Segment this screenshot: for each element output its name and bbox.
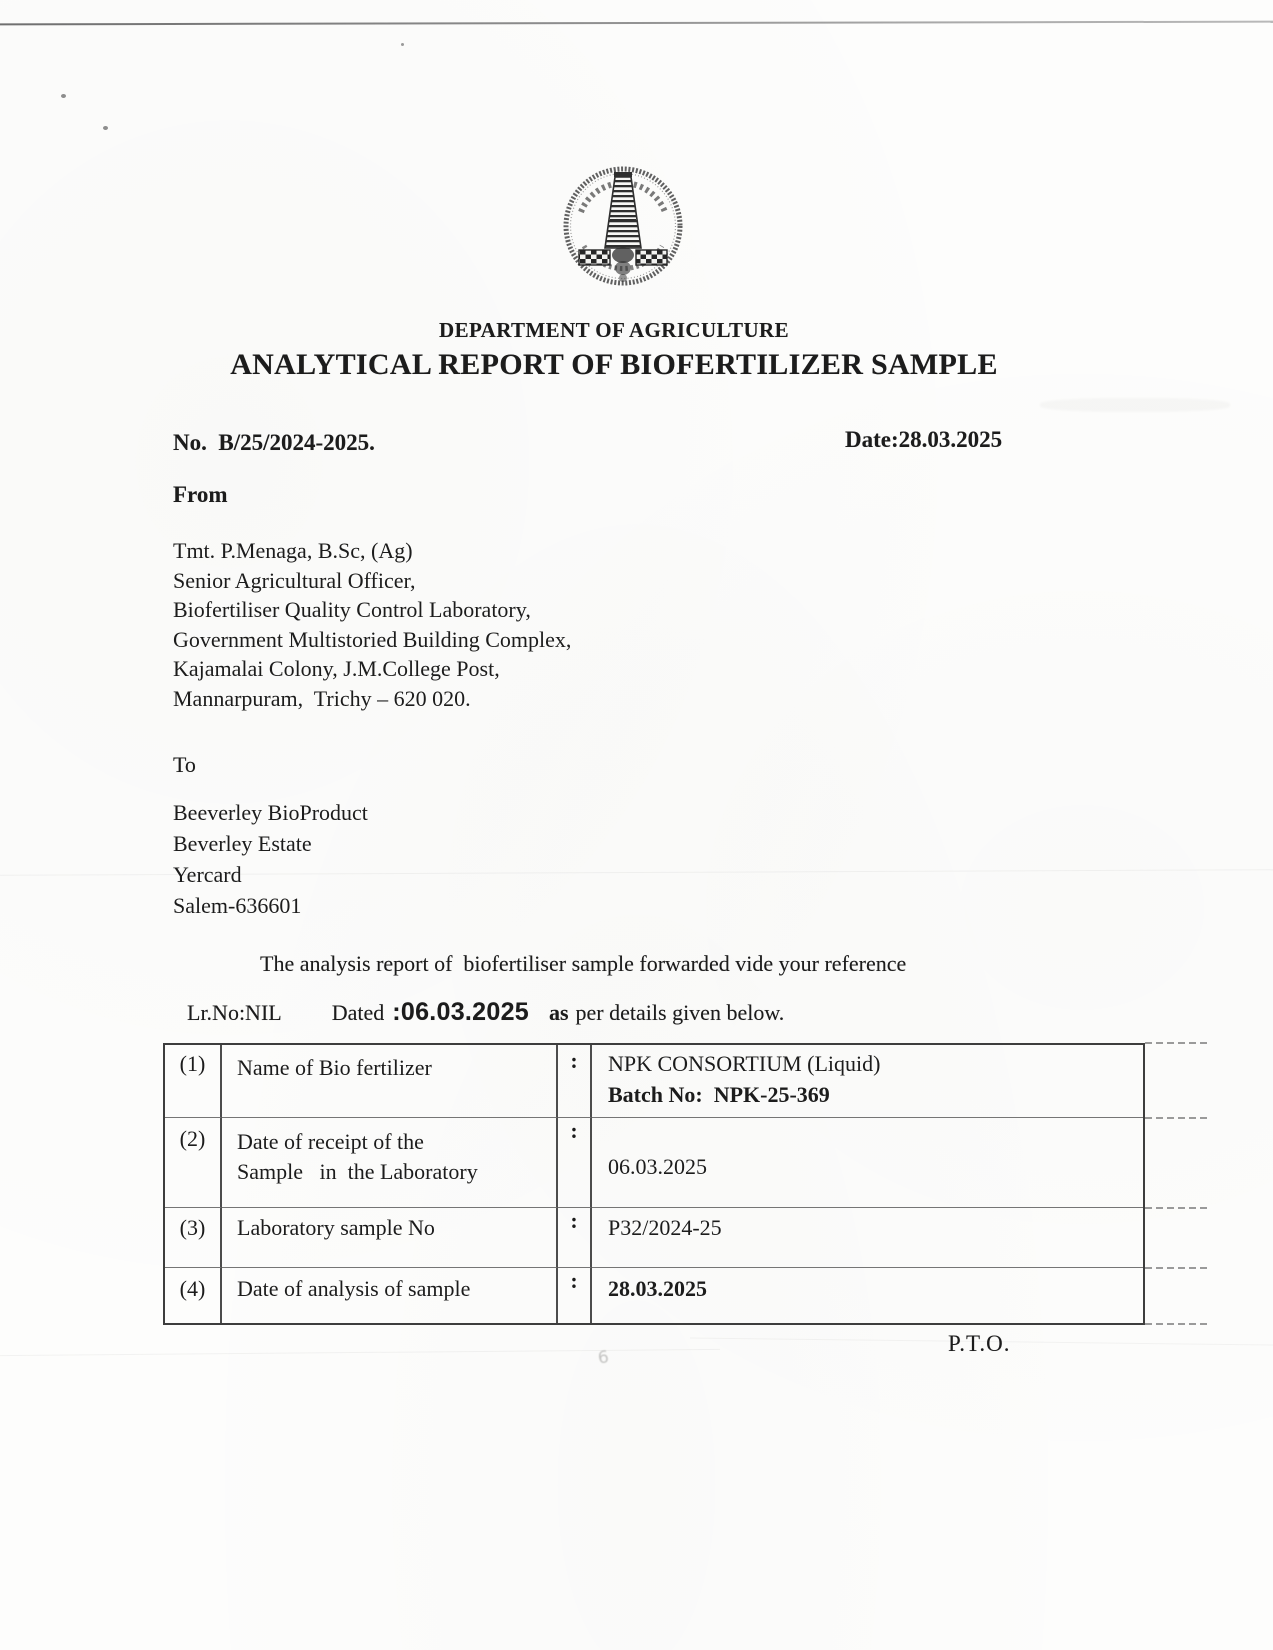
table-colon: : xyxy=(558,1045,592,1118)
label-line: Date of receipt of the xyxy=(237,1129,424,1154)
report-date: Date:28.03.2025 xyxy=(845,427,1003,452)
to-address-line: Yercard xyxy=(173,862,242,887)
dated-value: :06.03.2025 xyxy=(392,998,529,1026)
from-label: From xyxy=(173,482,228,507)
reference-line xyxy=(187,998,784,1027)
lr-no: Lr.No:NIL xyxy=(187,1000,282,1025)
reference-number: No. B/25/2024-2025. xyxy=(173,430,375,455)
from-address-block xyxy=(173,536,571,713)
table-row-value xyxy=(592,1045,1143,1110)
scan-smudge: 6 xyxy=(596,1347,611,1369)
scan-dot xyxy=(401,43,404,46)
as-word: as xyxy=(548,1000,569,1025)
from-address-line: Senior Agricultural Officer, xyxy=(173,567,416,593)
to-address-block xyxy=(173,797,368,921)
to-address-line: Beverley Estate xyxy=(173,831,312,856)
from-address-line: Tmt. P.Menaga, B.Sc, (Ag) xyxy=(173,538,413,563)
analysis-date: 28.03.2025 xyxy=(608,1276,707,1301)
scan-line-extension xyxy=(1145,1117,1211,1119)
fertilizer-name: NPK CONSORTIUM (Liquid) xyxy=(608,1051,881,1076)
pto-label: P.T.O. xyxy=(948,1331,1011,1356)
from-address-line: Biofertiliser Quality Control Laboratory, xyxy=(173,597,531,622)
report-title: ANALYTICAL REPORT OF BIOFERTILIZER SAMPLE xyxy=(230,348,998,381)
scan-line-extension xyxy=(1145,1207,1211,1209)
tamil-nadu-emblem xyxy=(558,160,688,301)
scan-dot xyxy=(103,126,108,130)
table-row-number: (4) xyxy=(165,1268,222,1323)
label-line: Sample in the Laboratory xyxy=(237,1159,478,1184)
table-colon: : xyxy=(558,1208,592,1268)
from-address-line: Kajamalai Colony, J.M.College Post, xyxy=(173,656,500,681)
scan-crease xyxy=(0,1349,720,1356)
table-row-label: Laboratory sample No xyxy=(237,1215,435,1240)
tamil-nadu-emblem-graphic xyxy=(558,160,688,296)
to-label: To xyxy=(173,752,196,777)
reference-line-rest: per details given below. xyxy=(575,1000,785,1025)
lab-sample-number: P32/2024-25 xyxy=(608,1215,722,1240)
intro-sentence: The analysis report of biofertiliser sample forwarded vide your reference xyxy=(260,951,907,976)
from-address-line: Government Multistoried Building Complex, xyxy=(173,626,572,652)
from-address-line: Mannarpuram, Trichy – 620 020. xyxy=(173,685,471,711)
table-row-number: (3) xyxy=(165,1208,222,1268)
scan-edge-line xyxy=(0,21,1273,26)
scan-ghosting xyxy=(1040,398,1230,412)
scan-line-extension xyxy=(1145,1267,1211,1269)
batch-number: Batch No: NPK-25-369 xyxy=(608,1082,830,1107)
dated-label: Dated xyxy=(331,1000,385,1025)
scan-line-extension xyxy=(1145,1323,1211,1325)
table-colon: : xyxy=(558,1268,592,1323)
receipt-date: 06.03.2025 xyxy=(608,1154,707,1179)
department-heading: DEPARTMENT OF AGRICULTURE xyxy=(439,318,789,342)
to-address-line: Salem-636601 xyxy=(173,893,302,918)
table-row-label: Name of Bio fertilizer xyxy=(237,1055,432,1080)
scan-line-extension xyxy=(1145,1042,1211,1044)
to-address-line: Beeverley BioProduct xyxy=(173,800,368,825)
table-row-number: (1) xyxy=(165,1045,222,1118)
scan-dot xyxy=(61,94,66,98)
table-row-label xyxy=(222,1118,556,1187)
table-row-label: Date of analysis of sample xyxy=(237,1276,471,1301)
table-colon: : xyxy=(558,1118,592,1208)
sample-details-table xyxy=(163,1043,1145,1325)
table-row-number: (2) xyxy=(165,1118,222,1208)
